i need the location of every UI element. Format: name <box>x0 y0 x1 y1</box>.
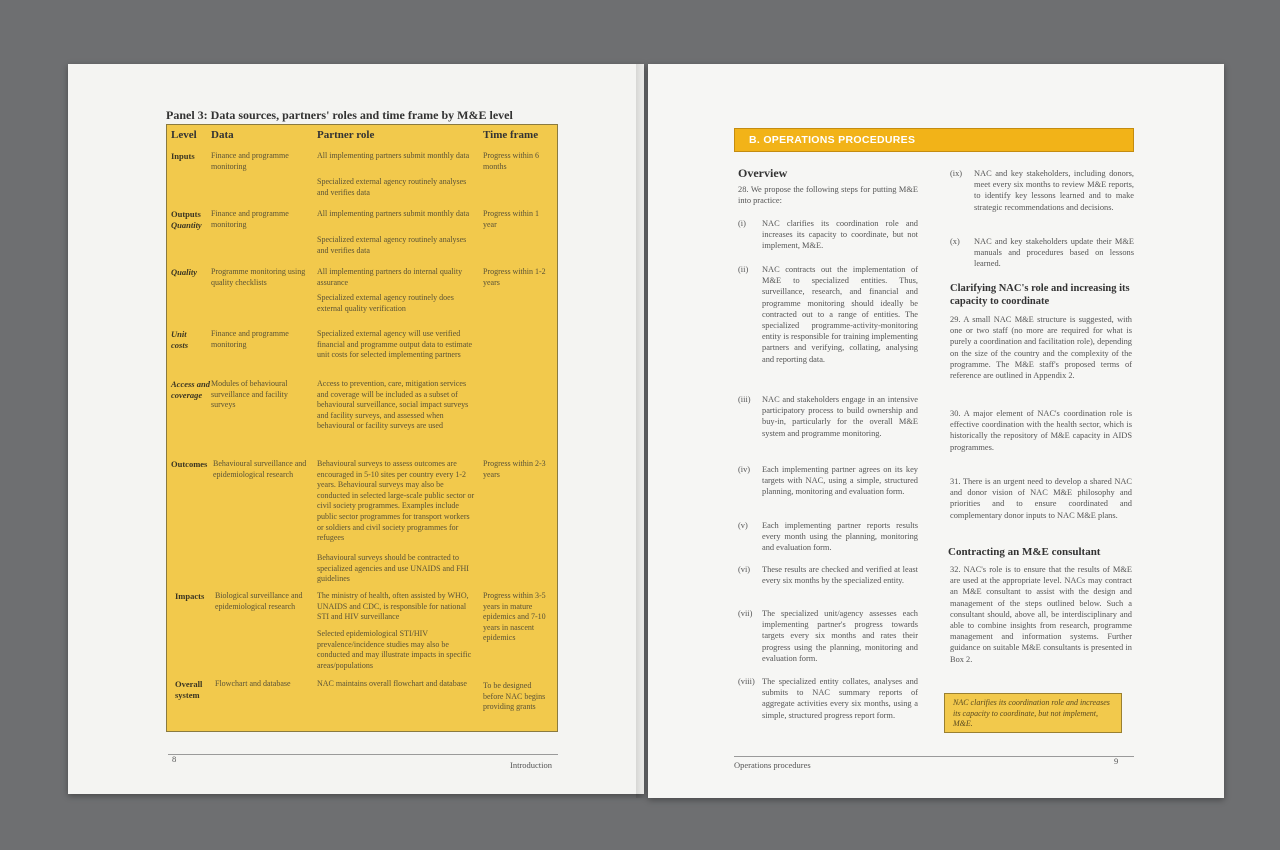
paragraph-28: 28. We propose the following steps for putting M&E into practice: <box>738 185 918 206</box>
level-overall: Overall system <box>175 679 203 700</box>
step-v: (v) Each implementing partner reports results every month using the planning, monitoring and evaluation form. <box>738 521 918 553</box>
time-impacts: Progress within 3-5 years in mature epidemics and 7-10 years in nascent epidemics <box>483 591 546 643</box>
step-iii: (iii) NAC and stakeholders engage in an intensive participatory process to build ownership and buy-in, particularly for the overall M&E system and programme monitoring. <box>738 395 918 438</box>
clarifying-heading: Clarifying NAC's role and increasing its capacity to coordinate <box>950 283 1130 307</box>
data-impacts: Biological surveillance and epidemiological research <box>215 591 303 611</box>
paragraph-30: 30. A major element of NAC's coordination role is effective coordination with the health sector, which is historically the repository of M&E capacity in AIDS programmes. <box>950 409 1132 452</box>
data-inputs: Finance and programme monitoring <box>211 151 289 171</box>
section-banner <box>734 128 1134 152</box>
data-quality: Programme monitoring using quality checklists <box>211 267 306 287</box>
level-unit-costs: Unit costs <box>171 329 188 350</box>
time-outputs: Progress within 1 year <box>483 209 539 229</box>
role-outcomes-1: Behavioural surveys to assess outcomes are encouraged in 5-10 sites per country every 1-2 years. Behavioural surveys may also be conducted in selected large-scale public sector or civil society programmes. Examples include public sector programmes for transport workers or soldiers and civil society programmes for refugees <box>317 459 475 543</box>
callout-text: NAC clarifies its coordination role and increases its capacity to coordinate, but not implement, M&E. <box>953 698 1110 728</box>
header-level: Level <box>171 129 197 141</box>
footer-rule-right <box>734 756 1134 757</box>
data-outputs: Finance and programme monitoring <box>211 209 289 229</box>
callout-box <box>944 693 1122 733</box>
left-page <box>68 64 644 794</box>
role-impacts-1: The ministry of health, often assisted by WHO, UNAIDS and CDC, is responsible for national STI and HIV surveillance <box>317 591 469 622</box>
right-page <box>648 64 1224 798</box>
role-unit-costs: Specialized external agency will use verified financial and programme output data to estimate unit costs for selected implementing partners <box>317 329 473 360</box>
time-inputs: Progress within 6 months <box>483 151 539 171</box>
header-partner-role: Partner role <box>317 129 375 141</box>
step-vii: (vii) The specialized unit/agency assesses each implementing partner's progress towards targets every six months and rates their progress using the planning, monitoring and evaluation form. <box>738 609 918 663</box>
role-quality-2: Specialized external agency routinely does external quality verification <box>317 293 454 313</box>
section-banner-label: B. OPERATIONS PROCEDURES <box>749 134 916 146</box>
step-ii: (ii) NAC contracts out the implementation of M&E to specialized entities. Thus, surveillance, research, and financial and programme monitoring should ideally be contracted out to a range of entities. The specialized programme-activity-monitoring entity is responsible for training implementing partners and verifying, collating, analysing and reporting data. <box>738 265 918 364</box>
contracting-heading: Contracting an M&E consultant <box>948 546 1101 558</box>
role-inputs-1: All implementing partners submit monthly data <box>317 151 470 160</box>
footer-rule <box>168 754 558 755</box>
data-unit-costs: Finance and programme monitoring <box>211 329 289 349</box>
role-overall: NAC maintains overall flowchart and database <box>317 679 467 688</box>
footer-title-right: Operations procedures <box>734 760 811 770</box>
paragraph-29: 29. A small NAC M&E structure is suggested, with one or two staff (no more are required for what is purely a coordination and facilitation role), depending on the size of the country and the complexity of the programme. The M&E staff's proposed terms of reference are outlined in Appendix 2. <box>950 315 1132 381</box>
step-viii: (viii) The specialized entity collates, analyses and submits to NAC summary reports of aggregate activities every six months, using a simple, structured progress report form. <box>738 677 918 720</box>
data-overall: Flowchart and database <box>215 679 291 688</box>
level-outputs: Outputs <box>171 209 201 219</box>
role-quality-1: All implementing partners do internal quality assurance <box>317 267 463 287</box>
step-x: (x) NAC and key stakeholders update their M&E manuals and procedures based on lessons learned. <box>950 237 1134 269</box>
time-overall: To be designed before NAC begins providing grants <box>483 681 546 712</box>
paragraph-32: 32. NAC's role is to ensure that the results of M&E are used at the appropriate level. NACs may contract an M&E consultant to assist with the design and management of the steps outlined below. Such a consultant should, above all, be interdisciplinary and able to combine insights from research, programme management and information systems. Further guidance on suitable M&E consultants is presented in Box 2. <box>950 565 1132 664</box>
time-outcomes: Progress within 2-3 years <box>483 459 546 479</box>
page-number-left: 8 <box>172 754 177 764</box>
data-outcomes: Behavioural surveillance and epidemiological research <box>213 459 307 479</box>
step-i: (i) NAC clarifies its coordination role and increases its capacity to coordinate, but not implement, M&E. <box>738 219 918 251</box>
panel-table <box>166 124 558 732</box>
role-impacts-2: Selected epidemiological STI/HIV prevalence/incidence studies may also be conducted and may illustrate impacts in specific areas/populations <box>317 629 472 670</box>
page-number-right: 9 <box>1114 756 1119 766</box>
level-outcomes: Outcomes <box>171 459 208 469</box>
role-outcomes-2: Behavioural surveys should be contracted to specialized agencies and use UNAIDS and FHI guidelines <box>317 553 469 584</box>
time-quality: Progress within 1-2 years <box>483 267 546 287</box>
header-time-frame: Time frame <box>483 129 539 141</box>
step-iv: (iv) Each implementing partner agrees on its key targets with NAC, using a simple, structured planning, monitoring and evaluation form. <box>738 465 918 497</box>
role-outputs-2: Specialized external agency routinely analyses and verifies data <box>317 235 467 255</box>
step-vi: (vi) These results are checked and verified at least every six months by the specialized entity. <box>738 565 918 586</box>
overview-heading: Overview <box>738 166 788 180</box>
step-ix: (ix) NAC and key stakeholders, including donors, meet every six months to review M&E reports, to identify key lessons learned and to make strategic recommendations and decisions. <box>950 169 1134 212</box>
level-quality: Quality <box>171 267 197 277</box>
level-inputs: Inputs <box>171 151 195 161</box>
data-access: Modules of behavioural surveillance and facility surveys <box>211 379 288 410</box>
role-access: Access to prevention, care, mitigation services and coverage will be included as a subset of behavioural surveillance, social impact surveys and facility surveys, and assessed when behavioural or facility surveys are used <box>317 379 469 431</box>
level-impacts: Impacts <box>175 591 205 601</box>
footer-title-left: Introduction <box>510 760 553 770</box>
level-access: Access and coverage <box>171 379 210 400</box>
paragraph-31: 31. There is an urgent need to develop a shared NAC and donor vision of NAC M&E philosophy and priorities and to ensure coordinated and complementary donor inputs to NAC M&E plans. <box>950 477 1132 520</box>
level-outputs-quantity: Quantity <box>171 220 202 230</box>
panel-title: Panel 3: Data sources, partners' roles and time frame by M&E level <box>166 108 513 122</box>
header-data: Data <box>211 129 234 141</box>
role-outputs-1: All implementing partners submit monthly data <box>317 209 470 218</box>
role-inputs-2: Specialized external agency routinely analyses and verifies data <box>317 177 467 197</box>
